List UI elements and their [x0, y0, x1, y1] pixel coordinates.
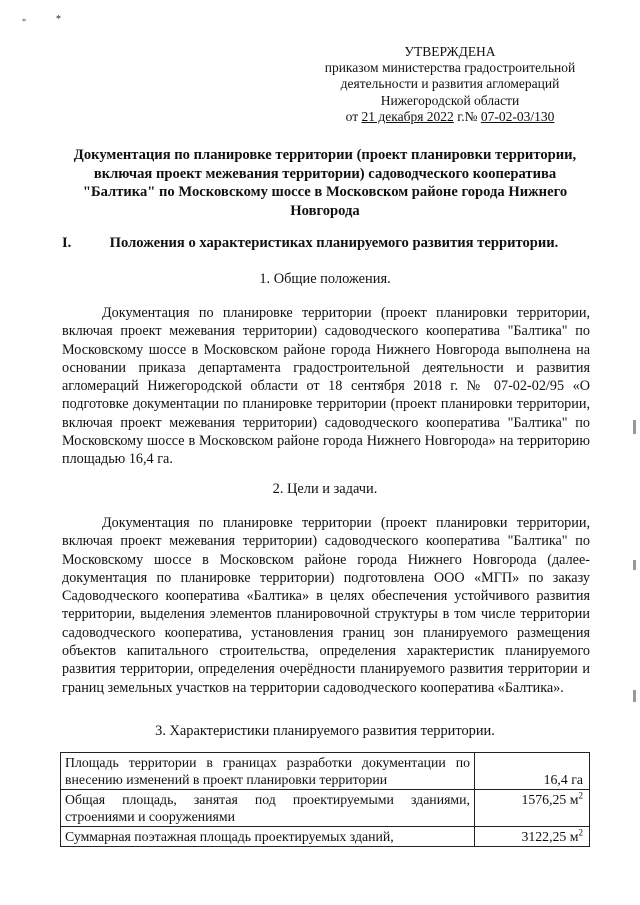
- approval-date-prefix: от: [345, 108, 359, 124]
- table-cell-label: Площадь территории в границах разработки документации по внесению изменений в проект планировки территории: [61, 753, 475, 790]
- table-cell-label: Общая площадь, занятая под проектируемыми зданиями, строениями и сооружениями: [61, 790, 475, 827]
- approval-date: 21 декабря 2022: [361, 108, 454, 124]
- table-row: [61, 753, 590, 790]
- value-text: 16,4 га: [543, 772, 583, 787]
- section-number: I.: [62, 235, 72, 251]
- table-cell-label: Суммарная поэтажная площадь проектируемых зданий,: [61, 827, 475, 847]
- paragraph-general: Документация по планировке территории (проект планировки территории, включая проект межевания территории) садоводческого кооператива "Балтика" по Московскому шоссе в Московском районе города Нижнего Новгорода выполнена на основании приказа департамента градостроительной деятельности и развития агломераций Нижегородской области от 18 сентября 2018 г. № 07-02-02/95 «О подготовке документации по планировке территории (проект планировки территории, включая проект межевания территории) садоводческого кооператива "Балтика" по Московскому шоссе в Московском районе города Нижнего Новгорода» на территорию площадью 16,4 га.: [62, 305, 590, 468]
- approval-line: Нижегородской области: [380, 92, 520, 108]
- document-title: Документация по планировке территории (проект планировки территории, включая проект межевания территории) садоводческого кооператива "Балтика" по Московскому шоссе в Московском районе города Нижнего Новгорода: [73, 147, 577, 219]
- approval-date-line: [300, 109, 600, 125]
- scan-edge-mark: [633, 690, 636, 702]
- scan-mark: ": [22, 18, 27, 29]
- scan-edge-mark: [633, 560, 636, 570]
- table-cell-value: [475, 827, 590, 847]
- value-text: 3122,25 м: [521, 829, 579, 844]
- value-unit-sup: 2: [578, 790, 583, 801]
- approval-number-prefix: г.№: [457, 108, 478, 124]
- subsection-heading-general: 1. Общие положения.: [259, 271, 391, 287]
- table-row: [61, 790, 590, 827]
- subsection-heading-characteristics: 3. Характеристики планируемого развития территории.: [155, 723, 495, 739]
- section-heading: [62, 234, 592, 252]
- table-cell-value: [475, 753, 590, 790]
- paragraph-goals: Документация по планировке территории (проект планировки территории, включая проект межевания территории) садоводческого кооператива "Балтика" по Московскому шоссе в Московском районе города Нижнего Новгорода (далее-документация по планировке территории) подготовлена ООО «МГП» по заказу Садоводческого кооператива «Балтика» в целях обеспечения устойчивого развития территории, выделения элементов планировочной структуры в том числе территории садоводческого кооператива, установления границ зон планируемого размещения объектов капитального строительства, определения характеристик планируемого развития территории, определения очерёдности планируемого развития территории и границ земельных участков на территории садоводческого кооператива «Балтика».: [62, 515, 590, 696]
- characteristics-table: [60, 752, 590, 847]
- subsection-heading-goals: 2. Цели и задачи.: [272, 481, 378, 497]
- value-unit-sup: 2: [578, 827, 583, 838]
- approval-number: 07-02-03/130: [480, 108, 555, 124]
- table-cell-value: [475, 790, 590, 827]
- table-row: [61, 827, 590, 847]
- value-text: 1576,25 м: [521, 792, 579, 807]
- scan-tick: *: [56, 14, 61, 25]
- approval-stamp: [300, 44, 600, 125]
- approval-line: деятельности и развития агломераций: [340, 76, 560, 92]
- approval-heading: УТВЕРЖДЕНА: [404, 44, 496, 59]
- section-title: Положения о характеристиках планируемого развития территории.: [109, 235, 559, 251]
- approval-line: приказом министерства градостроительной: [324, 60, 576, 76]
- scan-edge-mark: [633, 420, 636, 434]
